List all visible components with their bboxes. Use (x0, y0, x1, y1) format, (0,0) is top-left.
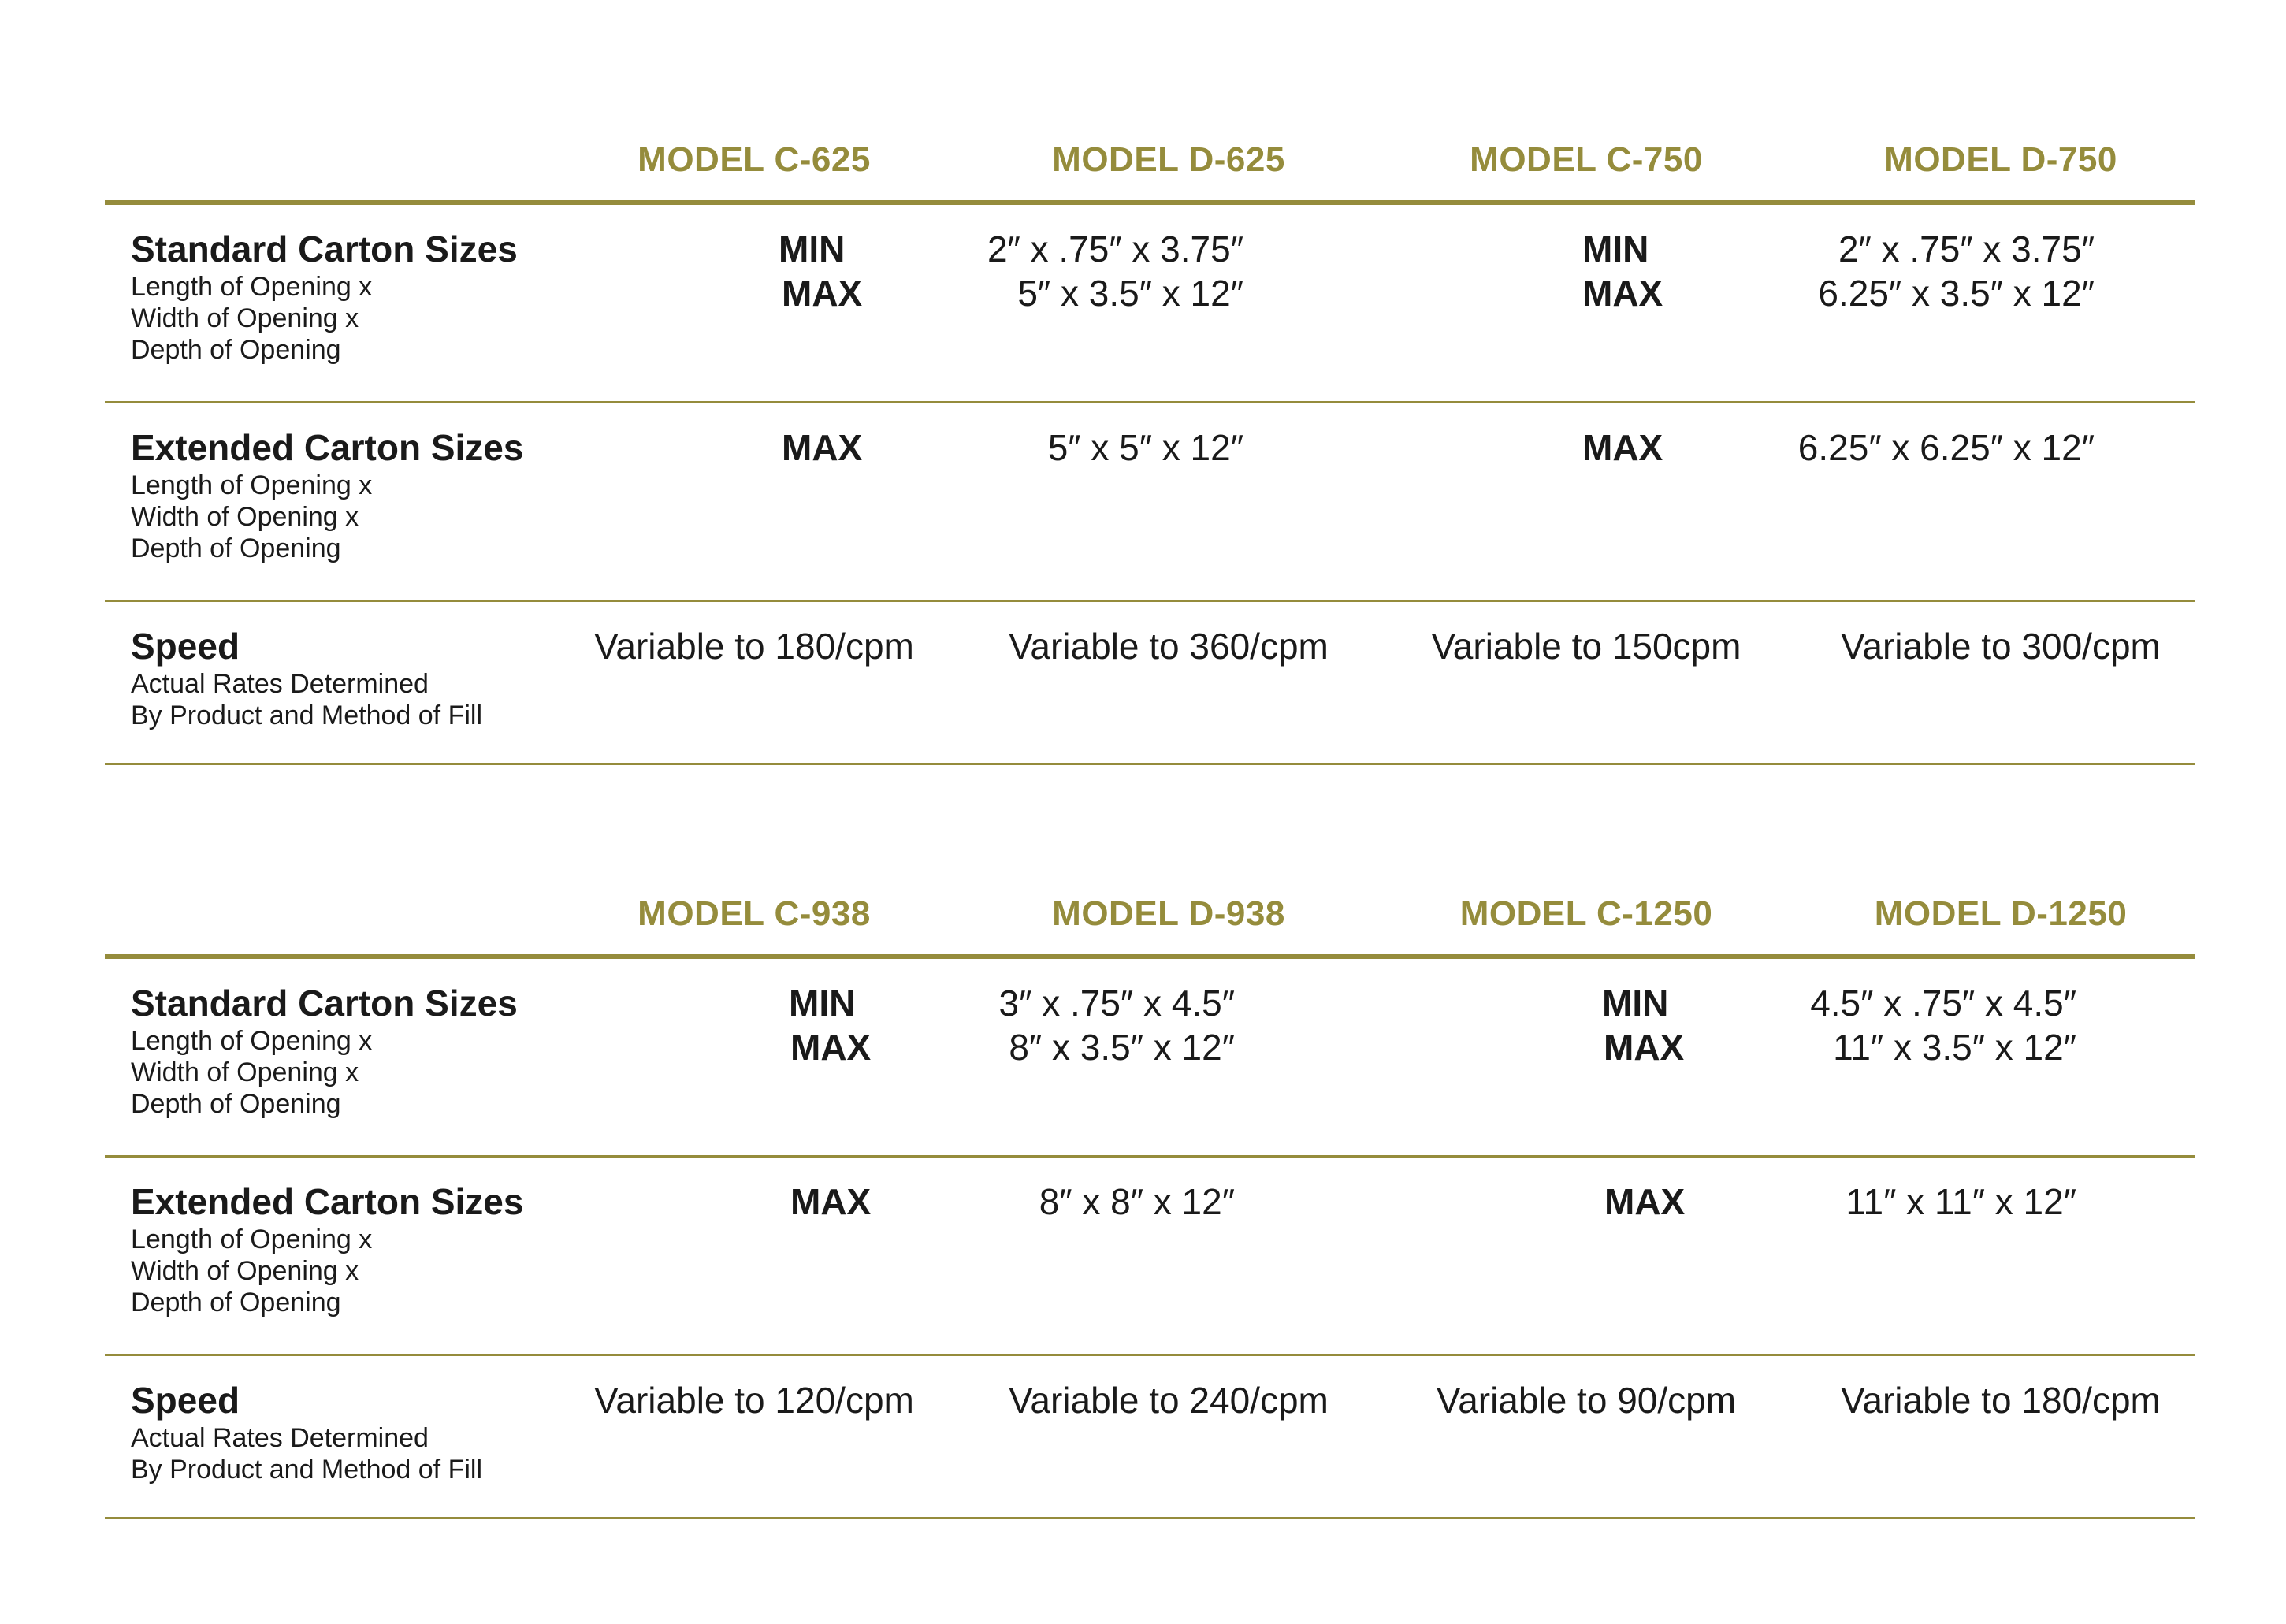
max-value: 11″ x 11″ x 12″ (1846, 1181, 2076, 1222)
row-subtitle: Depth of Opening (131, 1288, 341, 1317)
max-line (779, 271, 1243, 315)
min-label: MIN (1602, 983, 1669, 1024)
extended-carton-sizes-row (105, 1158, 2195, 1354)
speed-row (105, 1356, 2195, 1517)
model-d-625-heading: MODEL D-625 (1052, 140, 1285, 179)
max-label: MAX (790, 1181, 872, 1222)
speed-row (105, 602, 2195, 763)
row-label (131, 1180, 523, 1318)
model-c-938-heading: MODEL C-938 (637, 894, 871, 933)
c938-d938-standard-range (789, 981, 1235, 1069)
table-bottom-divider (105, 763, 2195, 765)
max-label: MAX (1604, 1027, 1685, 1068)
row-title: Standard Carton Sizes (131, 229, 518, 269)
c750-d750-extended-range (1582, 426, 2095, 470)
max-line (1582, 426, 2095, 470)
row-title: Extended Carton Sizes (131, 427, 524, 468)
row-subtitle: By Product and Method of Fill (131, 1455, 483, 1485)
standard-carton-sizes-row (105, 959, 2195, 1155)
row-label (131, 981, 518, 1120)
c625-d625-extended-range (782, 426, 1243, 470)
speed-d-938: Variable to 240/cpm (1009, 1380, 1329, 1421)
max-label: MAX (1604, 1181, 1686, 1222)
speed-d-625: Variable to 360/cpm (1009, 626, 1329, 667)
c750-d750-standard-range (1582, 227, 2095, 315)
max-label: MAX (1582, 427, 1663, 468)
max-value: 5″ x 3.5″ x 12″ (1017, 273, 1243, 314)
min-line (1582, 227, 2095, 271)
model-d-938-heading: MODEL D-938 (1052, 894, 1285, 933)
c938-d938-extended-range (790, 1180, 1235, 1224)
model-c-625-heading: MODEL C-625 (637, 140, 871, 179)
row-subtitle: Length of Opening x (131, 272, 373, 302)
row-subtitle: Actual Rates Determined (131, 1423, 429, 1453)
row-subtitle: Depth of Opening (131, 533, 341, 563)
min-value: 3″ x .75″ x 4.5″ (998, 983, 1235, 1024)
c625-d625-standard-range (779, 227, 1243, 315)
row-subtitle: Length of Opening x (131, 470, 373, 500)
min-line (1602, 981, 2076, 1025)
speed-c-750: Variable to 150cpm (1431, 626, 1741, 667)
max-line (1604, 1180, 2076, 1224)
speed-d-1250: Variable to 180/cpm (1841, 1380, 2161, 1421)
min-value: 4.5″ x .75″ x 4.5″ (1810, 983, 2076, 1024)
max-value: 8″ x 8″ x 12″ (1039, 1181, 1235, 1222)
extended-carton-sizes-row (105, 403, 2195, 600)
row-label (131, 1378, 482, 1485)
speed-c-1250: Variable to 90/cpm (1436, 1380, 1737, 1421)
max-value: 11″ x 3.5″ x 12″ (1833, 1027, 2076, 1068)
max-value: 6.25″ x 3.5″ x 12″ (1818, 273, 2095, 314)
c1250-d1250-extended-range (1604, 1180, 2076, 1224)
row-title: Speed (131, 1380, 240, 1421)
min-value: 2″ x .75″ x 3.75″ (987, 229, 1243, 269)
row-title: Standard Carton Sizes (131, 983, 518, 1024)
speed-c-625: Variable to 180/cpm (594, 626, 914, 667)
row-label (131, 227, 518, 366)
max-label: MAX (782, 427, 863, 468)
c1250-d1250-standard-range (1602, 981, 2076, 1069)
max-value: 5″ x 5″ x 12″ (1047, 427, 1243, 468)
model-d-750-heading: MODEL D-750 (1884, 140, 2117, 179)
row-subtitle: Length of Opening x (131, 1026, 373, 1056)
row-title: Speed (131, 626, 240, 667)
standard-carton-sizes-row (105, 205, 2195, 401)
model-c-1250-heading: MODEL C-1250 (1459, 894, 1713, 933)
row-subtitle: Actual Rates Determined (131, 669, 429, 699)
speed-d-750: Variable to 300/cpm (1841, 626, 2161, 667)
table-bottom-divider (105, 1517, 2195, 1519)
spec-table-2 (105, 880, 2195, 1519)
min-label: MIN (789, 983, 856, 1024)
max-label: MAX (1582, 273, 1663, 314)
model-c-750-heading: MODEL C-750 (1470, 140, 1703, 179)
max-label: MAX (790, 1027, 872, 1068)
max-value: 8″ x 3.5″ x 12″ (1009, 1027, 1235, 1068)
row-subtitle: Width of Opening x (131, 502, 359, 532)
row-subtitle: Width of Opening x (131, 303, 359, 333)
row-subtitle: Length of Opening x (131, 1225, 373, 1254)
row-subtitle: Width of Opening x (131, 1256, 359, 1286)
max-line (1602, 1025, 2076, 1069)
row-subtitle: Depth of Opening (131, 335, 341, 365)
min-line (779, 227, 1243, 271)
max-line (1582, 271, 2095, 315)
spec-table-1 (105, 126, 2195, 765)
row-subtitle: Width of Opening x (131, 1057, 359, 1087)
model-d-1250-heading: MODEL D-1250 (1874, 894, 2128, 933)
min-label: MIN (1582, 229, 1649, 269)
min-value: 2″ x .75″ x 3.75″ (1838, 229, 2095, 269)
row-title: Extended Carton Sizes (131, 1181, 524, 1222)
model-header-row (105, 126, 2195, 200)
model-header-row (105, 880, 2195, 954)
min-label: MIN (779, 229, 846, 269)
row-label (131, 624, 482, 731)
max-line (789, 1025, 1235, 1069)
row-subtitle: Depth of Opening (131, 1089, 341, 1119)
max-line (782, 426, 1243, 470)
min-line (789, 981, 1235, 1025)
max-label: MAX (782, 273, 863, 314)
max-line (790, 1180, 1235, 1224)
row-subtitle: By Product and Method of Fill (131, 701, 483, 730)
speed-c-938: Variable to 120/cpm (594, 1380, 914, 1421)
row-label (131, 426, 523, 564)
max-value: 6.25″ x 6.25″ x 12″ (1797, 427, 2095, 468)
